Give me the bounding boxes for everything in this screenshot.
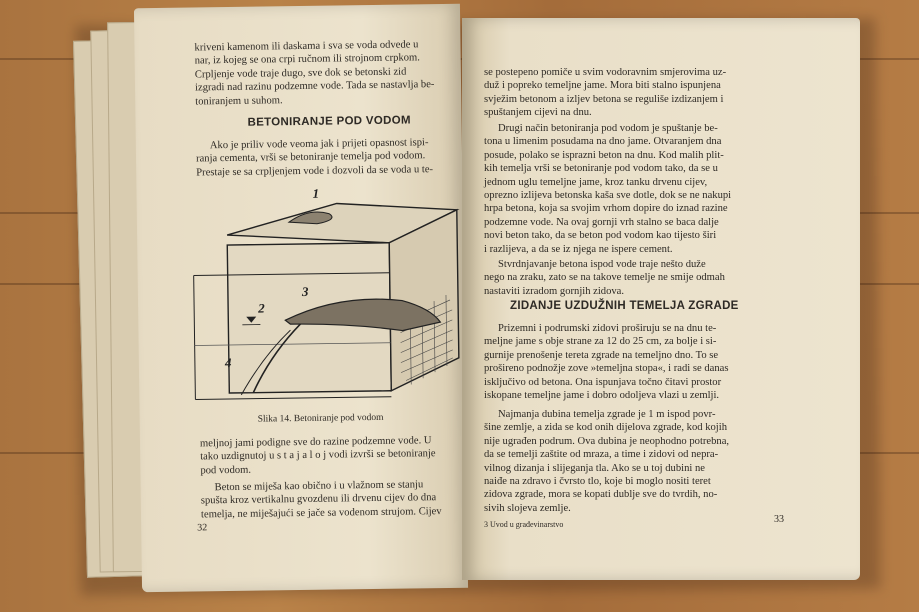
after-caption-paragraph [200, 434, 463, 478]
text-line: sivih slojeva zemlje. [484, 502, 571, 514]
text-line: zidova zgrade, mora se kopati dublje sve do tvrdih, no- [484, 489, 718, 501]
section-heading: ZIDANJE UZDUŽNIH TEMELJA ZGRADE [510, 300, 739, 312]
text-line: Ako je priliv vode veoma jak i prijeti opasnost ispi- [209, 137, 429, 152]
text-line: vilnog dizanja i slijeganja tla. Ako se u toj dubini ne [484, 462, 705, 474]
text-line: kriveni kamenom ili daskama i sva se voda odvede u [194, 39, 419, 54]
second-paragraph [484, 122, 786, 256]
page-footer: 3 Uvod u građevinarstvo [484, 520, 564, 529]
text-line: da se temelji zaštite od mraza, a time i zidovi od nepra- [484, 449, 719, 461]
water-outline [194, 275, 196, 399]
text-line: prošireno podnožje zove »temeljna stopa«, i radi se danas [484, 363, 729, 375]
text-line: meljne jame s obje strane za 12 do 25 cm, za bolje i si- [484, 336, 717, 348]
text-line: nar, iz kojeg se ona crpi ručnom ili strojnom crpkom. [194, 52, 420, 67]
text-line: tako uzdignutoj u s t a j a l o j vodi izvrši se betoniranje [200, 448, 436, 463]
text-line: Crpljenje vode traje dugo, sve dok se betonski zid [194, 66, 407, 81]
left-page [134, 4, 468, 592]
text-line: spuštanjem cijevi na dnu. [484, 107, 592, 119]
text-line: hrpa betona, koja sa svojim vrhom dopire do iznad razine [484, 203, 728, 215]
text-line: posude, polako se isprazni beton na dnu. Kod malih plit- [484, 149, 724, 161]
text-line: Stvrdnjavanje betona ispod vode traje nešto duže [498, 259, 706, 270]
text-line: se postepeno pomiče u svim vodoravnim smjerovima uz- [484, 67, 727, 78]
last-paragraph [201, 478, 464, 522]
text-line: iskopane temeljne jame i dobro odoljeva vlazi u zemlji. [484, 390, 720, 402]
text-line: oprezno izlijeva betonska kaša sve dotle, dok se ne nakupi [484, 190, 732, 202]
right-page [462, 18, 860, 580]
text-line: nego na zraku, zato se na takove temelje ne smije odmah [484, 272, 725, 284]
text-line: izgradi nad razinu podzemne vode. Tada se nastavlja be- [194, 79, 435, 94]
text-line: novi beton tako, da se beton pod vodom kao tijesto širi [484, 230, 717, 242]
fifth-paragraph [484, 408, 786, 515]
top-paragraph [194, 38, 457, 109]
figure-caption: Slika 14. Betoniranje pod vodom [257, 412, 384, 425]
figure-excavation-diagram [188, 182, 463, 408]
text-line: nije ugrađen podrum. Ova dubina je neophodno potrebna, [484, 435, 730, 447]
section-paragraph [196, 136, 459, 180]
text-line: gurnije prenošenje tereta zgrade na temeljno dno. To se [484, 349, 719, 361]
text-line: jednom uglu temeljne jame, kroz tanku drvenu cijev, [484, 176, 708, 188]
text-line: toniranjem u suhom. [195, 94, 283, 108]
page-number: 32 [197, 522, 208, 534]
third-paragraph [484, 258, 786, 298]
water-outline [195, 397, 391, 400]
fourth-paragraph [484, 322, 786, 402]
text-line: pod vodom. [200, 464, 252, 477]
text-line: podzemne vode. Na ovaj gornji vrh stalno se baca dalje [484, 216, 719, 228]
text-line: spušta kroz vertikalnu gvozdenu ili drvenu cijev do dna [200, 492, 437, 507]
text-line: naiđe na zdravo i čvrsto tlo, koje bi moglo nositi teret [484, 476, 711, 488]
text-line: tona u limenim posudama na dno jame. Otvaranjem dna [484, 136, 722, 148]
figure-label-2: 2 [258, 300, 265, 316]
page-number: 33 [774, 514, 784, 525]
text-line: Najmanja dubina temelja zgrade je 1 m ispod povr- [498, 409, 716, 420]
text-line: šine zemlje, a zida se kod onih dijelova zgrade, kod kojih [484, 422, 727, 434]
text-line: duž i popreko temeljne jame. Mora biti stalno ispunjena [484, 80, 721, 92]
text-line: Beton se miješa kao obično i u vlažnom se stanju [214, 479, 424, 494]
text-line: Prestaje se sa crpljenjem vode i dozvoli da se voda u te- [196, 163, 434, 179]
text-line: temelja, ne miješajući se jače sa vodenom strujom. Cijev [200, 505, 442, 521]
text-line: ranja cementa, vrši se betoniranje temelja pod vodom. [195, 150, 426, 165]
section-heading: BETONIRANJE POD VODOM [247, 114, 411, 129]
text-line: isključivo od betona. Ona ispunjava točno čitavi prostor [484, 376, 722, 388]
text-line: svježim betonom a izljev betona se reguliše izdizanjem i [484, 93, 724, 105]
first-paragraph [484, 66, 786, 120]
text-line: kih temelja vrši se betoniranje pod vodom tako, da se u [484, 163, 718, 175]
text-line: Drugi način betoniranja pod vodom je spuštanje be- [498, 123, 718, 134]
text-line: i razlijeva, a da se iz njega ne ispere cement. [484, 243, 673, 255]
text-line: meljnoj jami podigne sve do razine podzemne vode. U [199, 435, 432, 450]
text-line: Prizemni i podrumski zidovi proširuju se na dnu te- [498, 323, 717, 334]
figure-label-3: 3 [301, 283, 309, 299]
text-line: nastaviti izradom gornjih zidova. [484, 285, 625, 297]
figure-label-1: 1 [312, 185, 320, 201]
figure-label-4: 4 [224, 354, 232, 371]
